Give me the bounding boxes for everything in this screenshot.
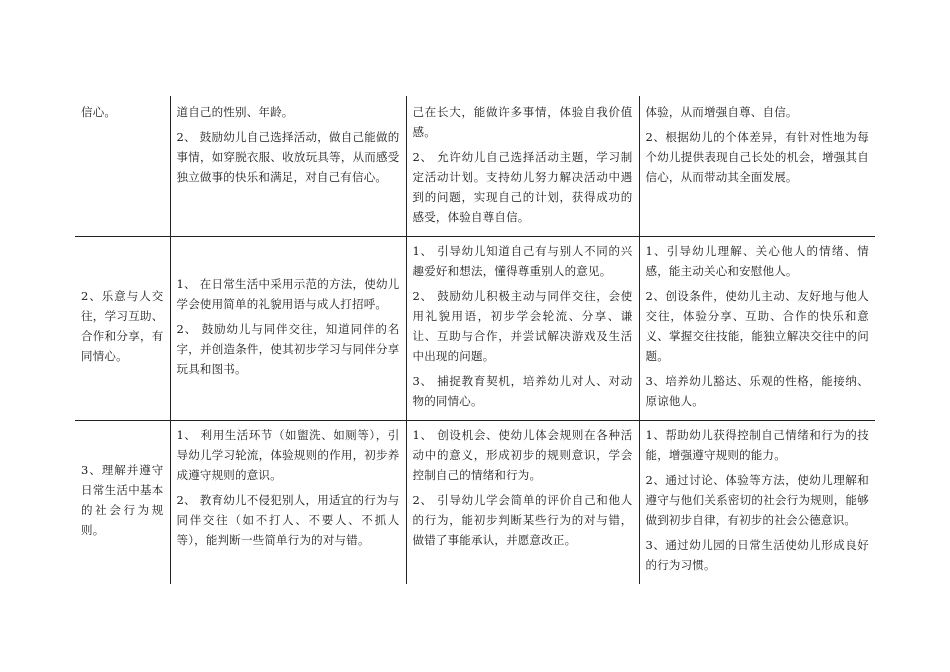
list-item: 1、引导幼儿理解、关心他人的情绪、情感，能主动关心和安慰他人。 bbox=[645, 244, 869, 278]
small-class-cell bbox=[170, 421, 406, 585]
list-item: 2、 鼓励幼儿积极主动与同伴交往，会使用礼貌用语，初步学会轮流、分享、谦让、互助与合作，并尝试解决游戏及生活中出现的问题。 bbox=[412, 289, 633, 363]
large-class-cell bbox=[639, 96, 875, 237]
list-item: 3、通过幼儿园的日常生活使幼儿形成良好的行为习惯。 bbox=[645, 538, 869, 572]
small-class-cell bbox=[170, 237, 406, 421]
list-item: 2、 鼓励幼儿与同伴交往，知道同伴的名字，并创造条件，使其初步学习与同伴分享玩具和图书。 bbox=[176, 321, 400, 376]
middle-class-cell bbox=[406, 237, 639, 421]
list-item: 2、根据幼儿的个体差异，有针对性地为每个幼儿提供表现自己长处的机会，增强其自信心，从而带动其全面发展。 bbox=[645, 130, 869, 184]
curriculum-table bbox=[75, 96, 875, 584]
small-class-cell bbox=[170, 96, 406, 237]
list-item: 1、 创设机会、使幼儿体会规则在各种活动中的意义，形成初步的规则意识，学会控制自己的情绪和行为。 bbox=[412, 428, 633, 482]
large-class-cell bbox=[639, 237, 875, 421]
list-item: 1、 利用生活环节（如盥洗、如厕等），引导幼儿学习轮流，体验规则的作用，初步养成遵守规则的意识。 bbox=[176, 428, 400, 482]
list-item: 2、通过讨论、体验等方法，使幼儿理解和遵守与他们关系密切的社会行为规则，能够做到初步自律，有初步的社会公德意识。 bbox=[645, 473, 869, 527]
goal-text: 信心。 bbox=[81, 105, 117, 119]
list-item: 1、 引导幼儿知道自己有与别人不同的兴趣爱好和想法，懂得尊重别人的意见。 bbox=[412, 244, 633, 278]
list-item: 2、 鼓励幼儿自己选择活动，做自己能做的事情，如穿脱衣服、收放玩具等，从而感受独立做事的快乐和满足，对自己有信心。 bbox=[176, 130, 400, 184]
list-item: 己在长大，能做许多事情，体验自我价值感。 bbox=[412, 105, 633, 139]
list-item: 2、 引导幼儿学会简单的评价自己和他人的行为，能初步判断某些行为的对与错，做错了事能承认，并愿意改正。 bbox=[412, 493, 633, 547]
table-row bbox=[75, 421, 875, 585]
goal-cell bbox=[75, 96, 170, 237]
table-row bbox=[75, 237, 875, 421]
goal-cell bbox=[75, 421, 170, 585]
goal-cell bbox=[75, 237, 170, 421]
list-item: 2、 允许幼儿自己选择活动主题，学习制定活动计划。支持幼儿努力解决活动中遇到的问题，实现自己的计划，获得成功的感受，体验自尊自信。 bbox=[412, 150, 633, 224]
middle-class-cell bbox=[406, 421, 639, 585]
list-item: 道自己的性别、年龄。 bbox=[176, 105, 294, 119]
goal-text: 3、理解并遵守日常生活中基本的社会行为规则。 bbox=[81, 463, 164, 537]
goal-text: 2、乐意与人交往，学习互助、合作和分享，有同情心。 bbox=[81, 289, 164, 363]
list-item: 3、培养幼儿豁达、乐观的性格，能接纳、原谅他人。 bbox=[645, 374, 869, 408]
large-class-cell bbox=[639, 421, 875, 585]
list-item: 体验，从而增强自尊、自信。 bbox=[645, 105, 798, 119]
list-item: 2、创设条件，使幼儿主动、友好地与他人交往，体验分享、互助、合作的快乐和意义、掌握交往技能，能独立解决交往中的问题。 bbox=[645, 289, 869, 363]
list-item: 2、 教育幼儿不侵犯别人，用适宜的行为与同伴交往（如不打人、不要人、不抓人等），能判断一些简单行为的对与错。 bbox=[176, 493, 400, 547]
middle-class-cell bbox=[406, 96, 639, 237]
table-row bbox=[75, 96, 875, 237]
list-item: 1、 在日常生活中采用示范的方法，使幼儿学会使用简单的礼貌用语与成人打招呼。 bbox=[176, 276, 400, 311]
list-item: 3、 捕捉教育契机，培养幼儿对人、对动物的同情心。 bbox=[412, 374, 633, 408]
list-item: 1、帮助幼儿获得控制自己情绪和行为的技能，增强遵守规则的能力。 bbox=[645, 428, 869, 462]
